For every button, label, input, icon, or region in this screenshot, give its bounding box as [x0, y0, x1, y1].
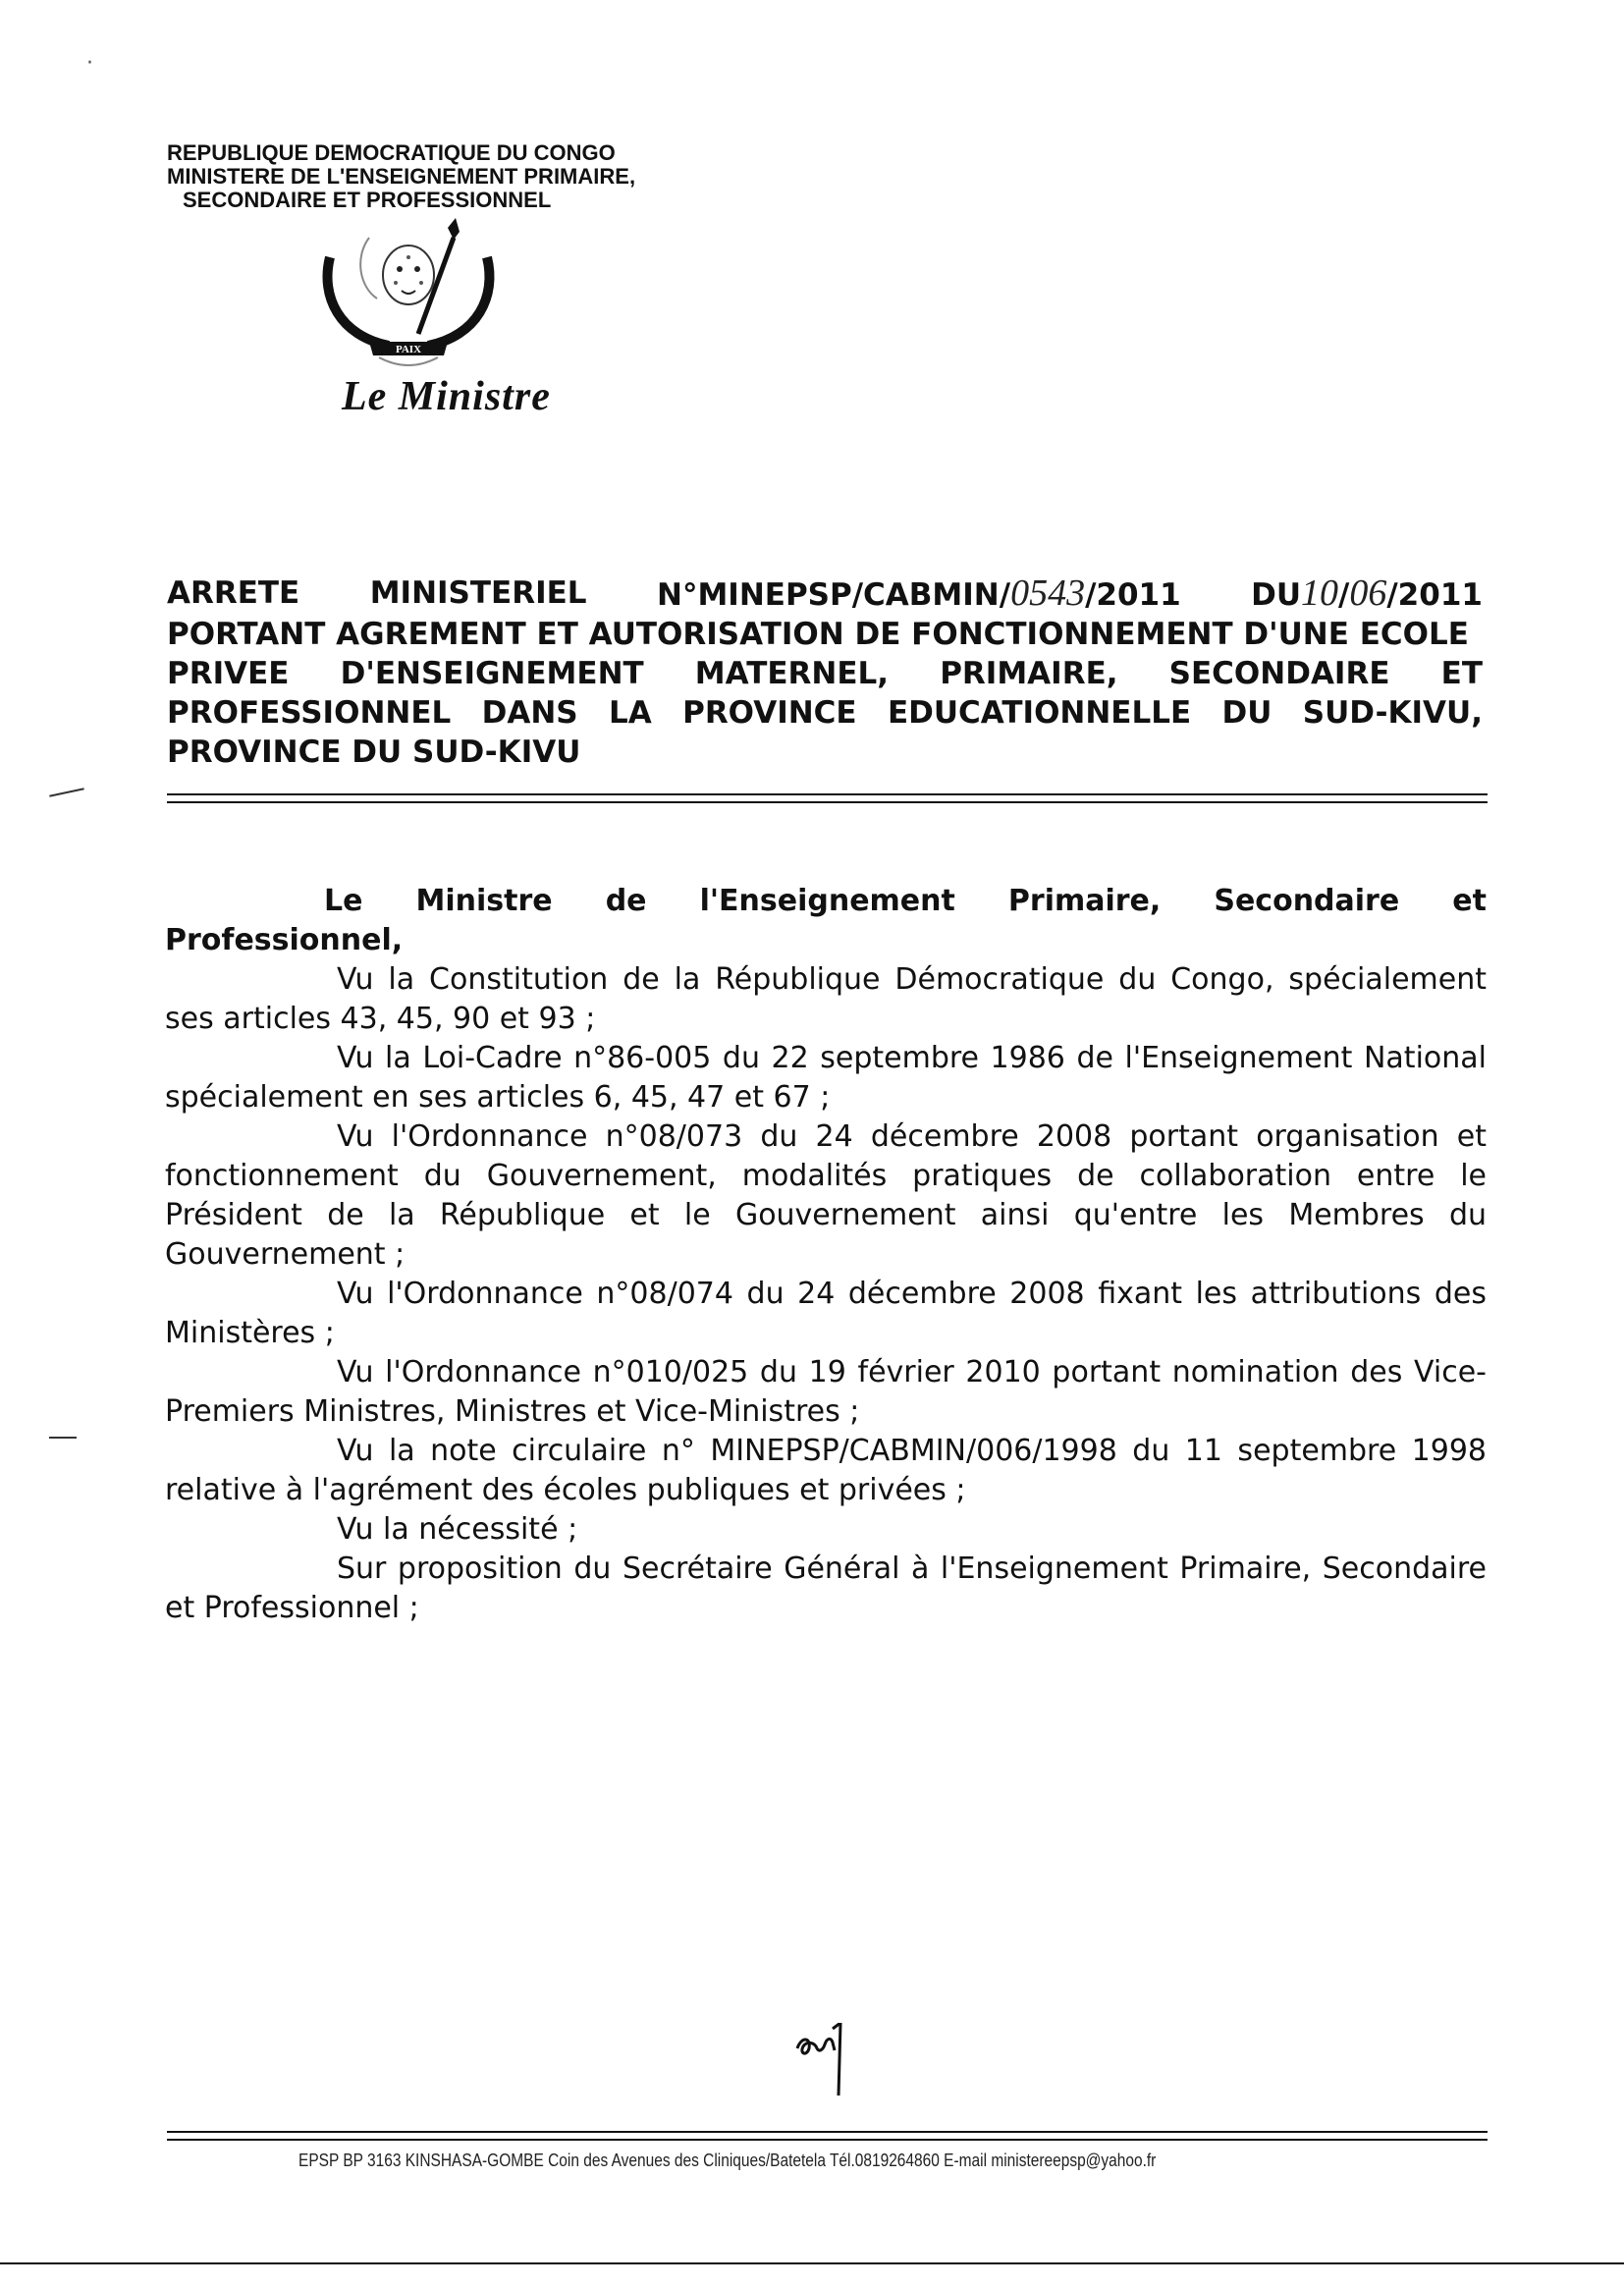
recital-paragraph: Vu la Constitution de la République Démocratique du Congo, spécialement ses articles 43, 45, 90 et 93 ;	[165, 962, 1487, 1036]
handwritten-initials-icon	[793, 2023, 862, 2101]
recital-paragraph: Vu l'Ordonnance n°08/073 du 24 décembre 2008 portant organisation et fonctionnement du Gouvernement, modalités pratiques de collaboration entre le Président de la République et le Gouvernement ainsi qu'entre les Membres du Gouvernement ;	[165, 1119, 1487, 1272]
scan-mark	[49, 788, 84, 796]
handwritten-number: 0543	[1010, 572, 1086, 614]
title-word: MINISTERIEL	[369, 575, 587, 611]
scan-mark: ·	[86, 51, 93, 76]
title-divider	[167, 793, 1488, 803]
drc-coat-of-arms-icon	[300, 218, 516, 375]
recital-paragraph: Vu la note circulaire n° MINEPSP/CABMIN/006/1998 du 11 septembre 1998 relative à l'agrément des écoles publiques et privées ;	[165, 1434, 1487, 1507]
recital-paragraph: Vu la nécessité ;	[337, 1512, 578, 1547]
decree-number: N°MINEPSP/CABMIN/0543/2011	[657, 572, 1181, 614]
recital-paragraph: Vu l'Ordonnance n°010/025 du 19 février 2010 portant nomination des Vice-Premiers Ministres, Ministres et Vice-Ministres ;	[165, 1355, 1487, 1429]
title-word: ARRETE	[167, 575, 300, 611]
scan-mark	[49, 1437, 77, 1439]
title-line-1	[167, 573, 1483, 615]
handwritten-day: 10	[1301, 572, 1339, 614]
decree-title	[167, 573, 1483, 772]
footer-divider	[167, 2131, 1488, 2141]
page-edge-line	[0, 2262, 1624, 2264]
decree-date: DU10/06/2011	[1251, 572, 1483, 614]
country-name: REPUBLIQUE DEMOCRATIQUE DU CONGO	[167, 140, 616, 165]
ministry-name-line1: MINISTERE DE L'ENSEIGNEMENT PRIMAIRE,	[167, 164, 636, 189]
signatory-title: Le Ministre	[342, 374, 551, 419]
title-line-4: PROFESSIONNEL DANS LA PROVINCE EDUCATIONNELLE DU SUD-KIVU,	[167, 695, 1483, 731]
recital-paragraph: Vu la Loi-Cadre n°86-005 du 22 septembre 1986 de l'Enseignement National spécialement en ses articles 6, 45, 47 et 67 ;	[165, 1041, 1487, 1115]
title-line-3: PRIVEE D'ENSEIGNEMENT MATERNEL, PRIMAIRE, SECONDAIRE ET	[167, 656, 1483, 691]
lead-tail: Professionnel,	[165, 923, 404, 957]
handwritten-month: 06	[1349, 572, 1387, 614]
title-line-5: PROVINCE DU SUD-KIVU	[167, 735, 581, 770]
decree-body	[165, 882, 1487, 1628]
lead-line: Le Ministre de l'Enseignement Primaire, Secondaire et	[324, 884, 1487, 918]
recital-paragraph: Sur proposition du Secrétaire Général à l'Enseignement Primaire, Secondaire et Professionnel ;	[165, 1552, 1487, 1625]
letterhead	[167, 141, 635, 212]
emblem-motto: PAIX	[395, 344, 422, 355]
footer-contact: EPSP BP 3163 KINSHASA-GOMBE Coin des Avenues des Cliniques/Batetela Tél.0819264860 E-mail ministereepsp@yahoo.fr	[298, 2151, 1157, 2170]
title-line-2: PORTANT AGREMENT ET AUTORISATION DE FONCTIONNEMENT D'UNE ECOLE	[167, 617, 1469, 652]
ministry-name-line2: SECONDAIRE ET PROFESSIONNEL	[183, 188, 552, 212]
recital-paragraph: Vu l'Ordonnance n°08/074 du 24 décembre 2008 fixant les attributions des Ministères ;	[165, 1277, 1487, 1350]
